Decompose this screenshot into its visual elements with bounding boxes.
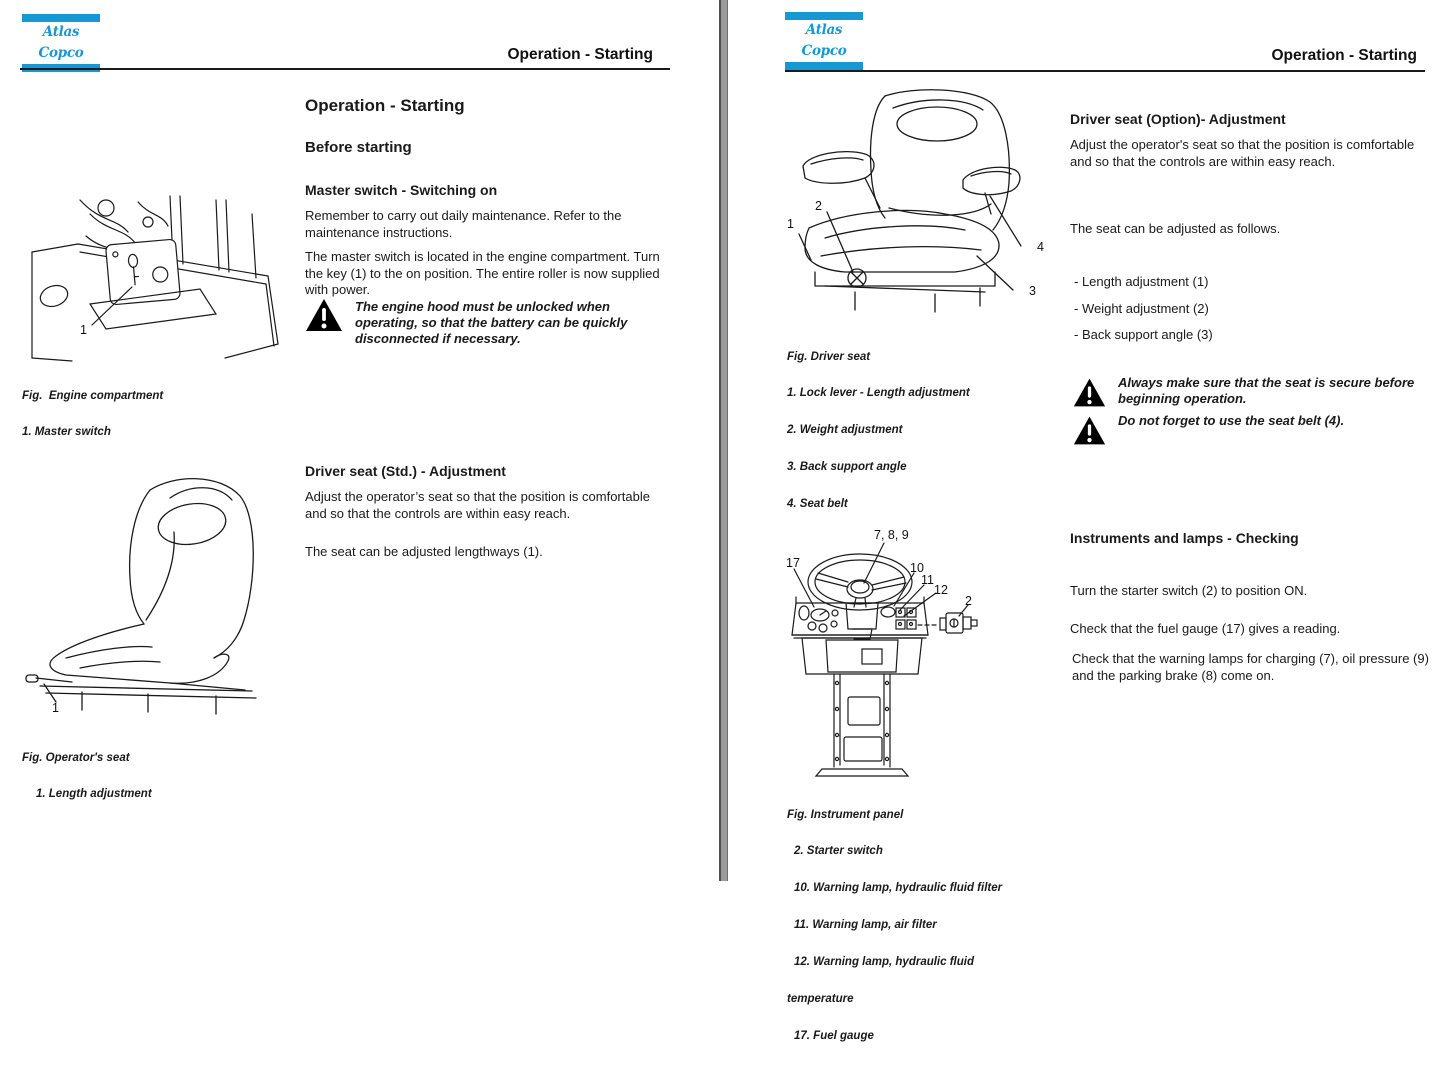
figure-operator-seat — [20, 472, 285, 720]
warning-engine-hood-text: The engine hood must be unlocked when operating, so that the battery can be quickly disconnected if necessary. — [355, 299, 628, 346]
logo-bar-top — [22, 14, 100, 22]
master-switch-paragraph-1: Remember to carry out daily maintenance. Refer to the maintenance instructions. — [305, 208, 622, 240]
driver-seat-std-heading: Driver seat (Std.) - Adjustment — [305, 463, 506, 479]
driver-seat-option-heading: Driver seat (Option)- Adjustment — [1070, 111, 1286, 127]
warning-triangle-icon — [305, 298, 343, 332]
warning-seat-secure-text: Always make sure that the seat is secure before beginning operation. — [1118, 375, 1415, 406]
manual-page-left — [0, 0, 719, 881]
engine-figure-callout-1: 1 — [80, 323, 87, 337]
manual-page-right — [728, 0, 1444, 1042]
header-rule — [785, 70, 1425, 72]
page-divider — [719, 0, 728, 881]
adjustment-list-item-3: - Back support angle (3) — [1074, 327, 1213, 342]
instrument-panel-drawing — [782, 527, 1010, 785]
driver-seat-callout-1: 1 — [787, 217, 794, 231]
warning-engine-hood — [305, 298, 673, 347]
instruments-paragraph-3: Check that the warning lamps for charging (7), oil pressure (9) and the parking brake (8) come on. — [1072, 651, 1429, 683]
figure-engine-compartment — [20, 192, 292, 364]
panel-callout-11: 11 — [921, 573, 934, 587]
panel-callout-789: 7, 8, 9 — [874, 528, 909, 542]
driver-seat-callout-3: 3 — [1029, 284, 1036, 298]
page-title: Operation - Starting — [305, 96, 465, 115]
warning-seat-belt — [1073, 412, 1438, 449]
instrument-panel-caption: Fig. Instrument panel 2. Starter switch 10. Warning lamp, hydraulic fluid filter 11. Warning lamp, air filter 12. Warning lamp, hydraulic fluid temperature 17. Fuel gauge — [787, 808, 1003, 1042]
section-heading: Before starting — [305, 139, 412, 156]
instruments-paragraph-2: Check that the fuel gauge (17) gives a reading. — [1070, 621, 1341, 636]
figure-instrument-panel — [782, 527, 1010, 785]
adjustment-list-item-1: - Length adjustment (1) — [1074, 274, 1209, 289]
logo-wordmark: Atlas Copco — [801, 22, 847, 59]
driver-seat-caption: Fig. Driver seat 1. Lock lever - Length adjustment 2. Weight adjustment 3. Back support angle 4. Seat belt — [787, 350, 970, 511]
panel-callout-2: 2 — [965, 594, 972, 608]
logo-wordmark: Atlas Copco — [38, 24, 84, 61]
master-switch-heading: Master switch - Switching on — [305, 182, 498, 198]
instruments-paragraph-1: Turn the starter switch (2) to position ON. — [1070, 583, 1308, 598]
warning-seat-secure — [1073, 374, 1438, 411]
panel-callout-10: 10 — [910, 561, 924, 575]
instruments-heading: Instruments and lamps - Checking — [1070, 530, 1299, 546]
driver-seat-callout-2: 2 — [815, 199, 822, 213]
master-switch-paragraph-2: The master switch is located in the engine compartment. Turn the key (1) to the on position. The entire roller is now supplied with power. — [305, 249, 660, 297]
panel-callout-17: 17 — [786, 556, 800, 570]
driver-seat-callout-4: 4 — [1037, 240, 1044, 254]
panel-callout-12: 12 — [934, 583, 948, 597]
logo-bar-top — [785, 12, 863, 20]
engine-compartment-drawing — [20, 192, 292, 364]
driver-seat-std-paragraph-2: The seat can be adjusted lengthways (1). — [305, 544, 543, 559]
warning-triangle-icon — [1073, 374, 1106, 411]
header-rule — [20, 68, 670, 70]
figure-driver-seat — [785, 88, 1055, 326]
warning-seat-belt-text: Do not forget to use the seat belt (4). — [1118, 413, 1345, 428]
warning-triangle-icon — [1073, 412, 1106, 449]
seat-figure-callout-1: 1 — [52, 701, 59, 715]
driver-seat-option-paragraph-2: The seat can be adjusted as follows. — [1070, 221, 1281, 236]
operator-seat-drawing — [20, 472, 285, 720]
driver-seat-option-paragraph-1: Adjust the operator's seat so that the position is comfortable and so that the controls are within easy reach. — [1070, 137, 1415, 169]
page-header: Operation - Starting — [1271, 47, 1417, 64]
operator-seat-caption: Fig. Operator's seat 1. Length adjustment — [22, 751, 152, 801]
adjustment-list-item-2: - Weight adjustment (2) — [1074, 301, 1209, 316]
page-header: Operation - Starting — [507, 46, 653, 63]
driver-seat-std-paragraph-1: Adjust the operator’s seat so that the position is comfortable and so that the controls are within easy reach. — [305, 489, 650, 521]
engine-figure-caption: Fig. Engine compartment 1. Master switch — [22, 389, 164, 439]
driver-seat-drawing — [785, 88, 1055, 326]
